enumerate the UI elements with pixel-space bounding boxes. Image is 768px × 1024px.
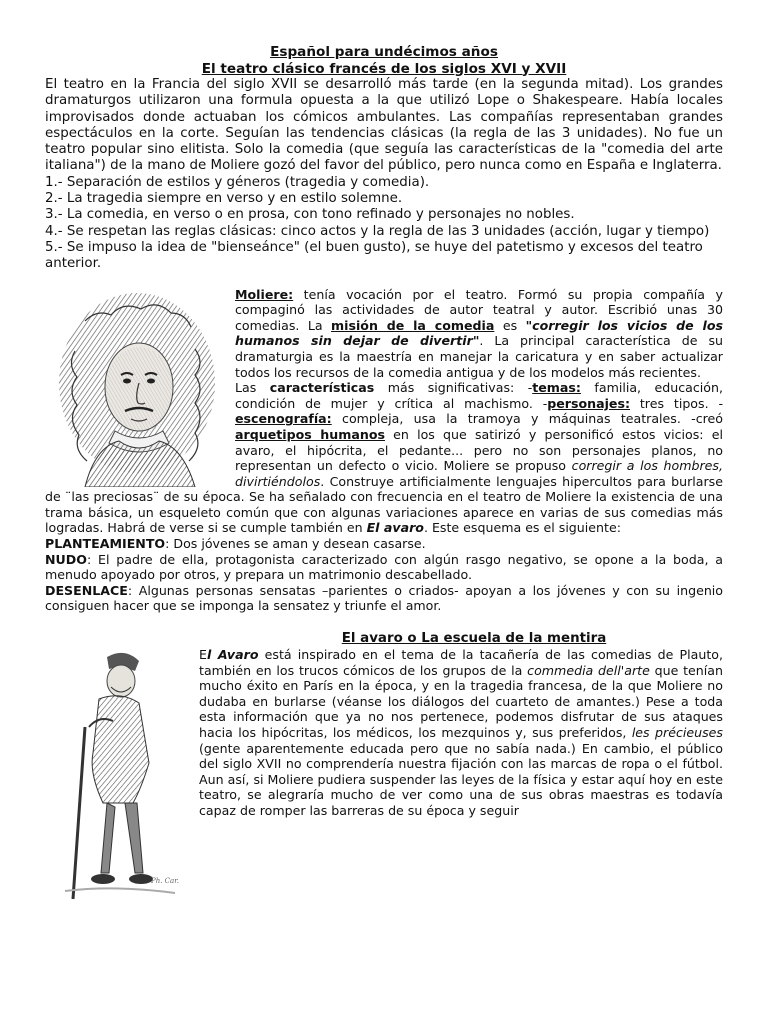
text-run: Las xyxy=(235,380,270,396)
text-run: que tenían mucho éxito en París en la época, y en la tragedia francesa, de la que Moliere no dudaba en burlarse (véanse los diálogos del cuarteto de amantes.) Pese a toda esta información que ya no nos pertenece, podemos disfrutar de sus ataques hacia los hipócritas, los médicos, los mezquinos y, sus preferidos, xyxy=(199,662,723,740)
text-run: . La principal característica de su dramaturgia es la maestría en manejar la caricatura y en saber actualizar todos los recursos de la comedia antigua y de los modelos más recientes. xyxy=(235,333,723,380)
avaro-section xyxy=(45,630,723,886)
text-run: compleja, usa la tramoya y máquinas teatrales. -creó xyxy=(331,411,723,427)
planteamiento-label: PLANTEAMIENTO xyxy=(45,536,166,552)
list-item: 1.- Separación de estilos y géneros (tragedia y comedia). xyxy=(45,174,430,190)
commedia-term: commedia dell'arte xyxy=(527,662,650,678)
moliere-portrait-icon xyxy=(45,291,225,487)
moliere-portrait xyxy=(45,291,225,487)
list-item: 2.- La tragedia siempre en verso y en estilo solemne. xyxy=(45,191,403,207)
text-run: (gente aparentemente educada pero que no sabía nada.) En cambio, el público del siglo XVII no comprendería nuestra fijación con las marcas de ropa o el fútbol. Aun así, si Moliere pudiera suspender las leyes de la física y estar aquí hoy en este teatro, se alegraría mucho de ver como una de sus obras maestras es todavía capaz de romper las barreras de su época y seguir xyxy=(199,740,723,818)
text-run: en los que satirizó y personificó estos vicios: el avaro, el hipócrita, el pedante... pero no son personajes planos, no representan un defecto o vicio. Moliere se propuso xyxy=(235,426,723,474)
text-run: tres tipos. - xyxy=(630,395,723,411)
precieuses-term: les précieuses xyxy=(631,725,723,740)
moliere-label: Moliere: xyxy=(235,286,294,302)
text-run: está inspirado en el tema de la tacañería de las comedias de Plauto, también en los trucos cómicos de los grupos de la xyxy=(199,647,723,678)
list-item: 5.- Se impuso la idea de "bienseánce" (el buen gusto), se huye del patetismo y excesos del teatro anterior. xyxy=(45,239,703,272)
text-run: : El padre de ella, protagonista caracterizado con algún rasgo negativo, se opone a la boda, a menudo apoyado por otros, y prepara un matrimonio descabellado. xyxy=(45,551,723,583)
text-run: : Dos jóvenes se aman y desean casarse. xyxy=(165,536,426,552)
avaro-heading: El avaro o La escuela de la mentira xyxy=(341,631,607,647)
miser-illustration xyxy=(45,647,185,905)
temas-label: temas: xyxy=(532,380,581,396)
personajes-label: personajes: xyxy=(547,395,631,411)
text-run: E xyxy=(199,647,207,663)
arquetipos-label: arquetipos humanos xyxy=(235,426,385,442)
list-item: 4.- Se respetan las reglas clásicas: cinco actos y la regla de las 3 unidades (acción, lugar y tiempo) xyxy=(45,223,710,239)
document-page xyxy=(45,44,723,907)
list-item: 3.- La comedia, en verso o en prosa, con tono refinado y personajes no nobles. xyxy=(45,207,575,223)
miser-figure-icon xyxy=(45,647,185,905)
text-run: : Algunas personas sensatas –parientes o criados- apoyan a los jóvenes y con su ingenio consiguen hacer que se imponga la sensatez y triunfe el amor. xyxy=(45,582,723,614)
nudo-label: NUDO xyxy=(45,551,87,567)
mision-label: misión de la comedia xyxy=(331,317,495,333)
intro-paragraph: El teatro en la Francia del siglo XVII se desarrolló más tarde (en la segunda mitad). Los grandes dramaturgos utilizaron una formula opuesta a la que utilizó Lope o Shakespeare. Había locales improvisados donde actuaban los cómicos ambulantes. Las compañías representaban grandes espectáculos en la corte. Seguían las tendencias clásicas (la regla de las 3 unidades). No fue un teatro popular sino elitista. Solo la comedia (que seguía las características de la "comedia del arte italiana") de la mano de Moliere gozó del favor del público, pero nunca como en España e Inglaterra. xyxy=(45,77,723,174)
classic-rules-list xyxy=(45,175,723,273)
desenlace-line xyxy=(45,583,723,614)
text-run: . Construye artificialmente lenguajes hipercultos para burlarse de ¨las preciosas¨ de su época. Se ha señalado con frecuencia en el teatro de Moliere la existencia de una trama básica, un esqueleto común que con algunas variaciones aparece en varias de sus comedias más logradas. Habrá de verse si se cumple también en xyxy=(45,473,723,536)
moliere-section xyxy=(45,287,723,614)
el-avaro-title: El avaro xyxy=(366,520,424,536)
document-subtitle: El teatro clásico francés de los siglos XVI y XVII xyxy=(201,60,567,77)
corregir-phrase: corregir a los hombres, divirtiéndolos xyxy=(235,458,723,489)
text-run: tenía vocación por el teatro. Formó su propia compañía y compaginó las actividades de autor teatral y autor. Escribió unas 30 comedias. La xyxy=(235,286,723,333)
signature: Ph. Car. xyxy=(151,877,179,886)
escenografia-label: escenografía: xyxy=(235,411,332,427)
text-run: . Este esquema es el siguiente: xyxy=(423,520,621,536)
text-run: familia, educación, condición de mujer y crítica al machismo. - xyxy=(235,380,723,411)
moliere-quote: "corregir los vicios de los humanos sin dejar de divertir" xyxy=(235,317,723,349)
document-title: Español para undécimos años xyxy=(270,44,498,60)
text-run: es xyxy=(494,317,526,333)
text-run: más significativas: - xyxy=(374,380,533,396)
planteamiento-line xyxy=(45,536,723,552)
desenlace-label: DESENLACE xyxy=(45,582,128,598)
nudo-line xyxy=(45,552,723,583)
caracteristicas-label: características xyxy=(269,380,375,396)
avaro-title: l Avaro xyxy=(206,647,259,663)
